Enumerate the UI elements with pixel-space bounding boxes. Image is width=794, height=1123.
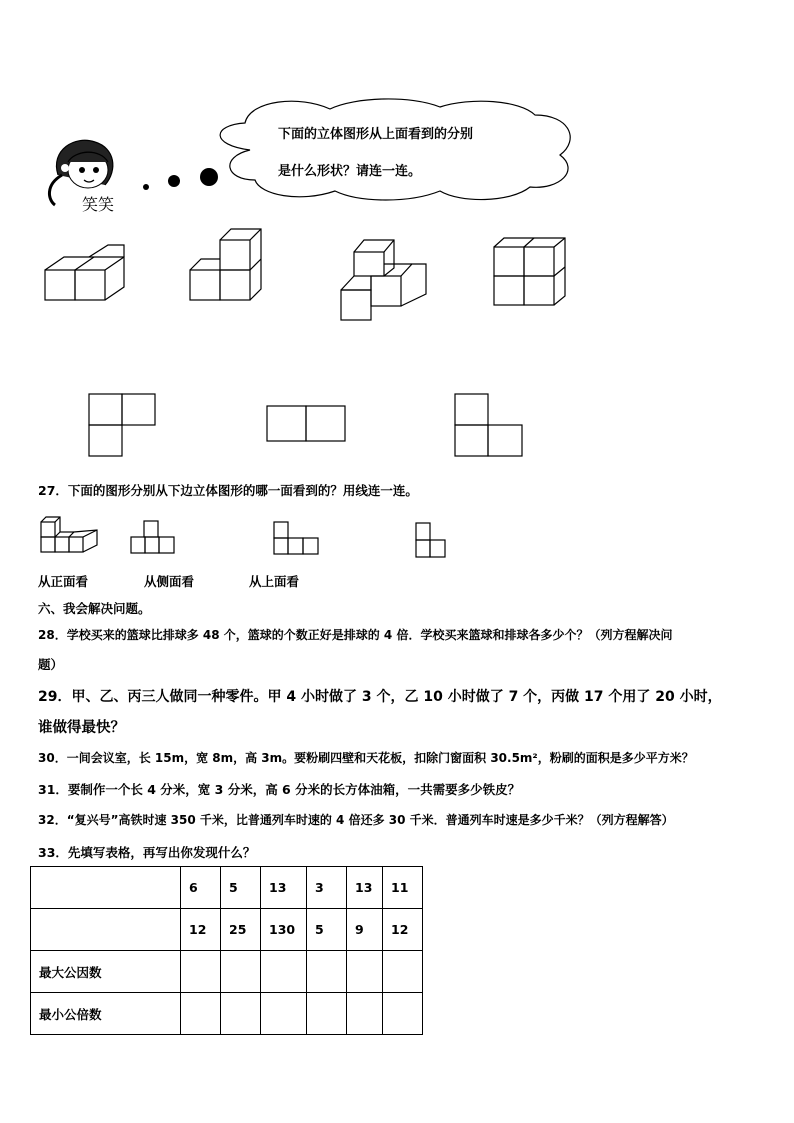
answer-cell[interactable] — [261, 951, 307, 993]
question-30: 30．一间会议室，长 15m，宽 8m，高 3m。要粉刷四壁和天花板，扣除门窗面积 30.5m²，粉刷的面积是多少平方米？ — [38, 751, 694, 765]
solid-figure-4 — [493, 237, 568, 307]
table-cell: 最小公倍数 — [31, 993, 181, 1035]
table-cell: 6 — [181, 867, 221, 909]
table-cell: 5 — [221, 867, 261, 909]
table-cell: 5 — [307, 909, 347, 951]
top-view-shape-3 — [454, 393, 526, 457]
view-label-top: 从上面看 — [249, 574, 300, 589]
answer-cell[interactable] — [383, 993, 423, 1035]
table-cell: 13 — [261, 867, 307, 909]
table-row — [31, 993, 423, 1035]
table-cell: 130 — [261, 909, 307, 951]
view-label-front: 从正面看 — [38, 574, 89, 589]
table-cell: 13 — [347, 867, 383, 909]
solid-figure-3 — [340, 238, 430, 323]
q27-view-3 — [415, 522, 449, 560]
table-row — [31, 951, 423, 993]
view-label-side: 从侧面看 — [144, 574, 195, 589]
table-cell — [31, 867, 181, 909]
table-cell: 3 — [307, 867, 347, 909]
answer-cell[interactable] — [307, 993, 347, 1035]
q27-view-1 — [130, 520, 180, 556]
answer-cell[interactable] — [383, 951, 423, 993]
table-cell: 25 — [221, 909, 261, 951]
table-cell: 12 — [383, 909, 423, 951]
girl-caption: 笑笑 — [82, 195, 115, 214]
table-row — [31, 909, 423, 951]
answer-cell[interactable] — [347, 993, 383, 1035]
table-cell: 11 — [383, 867, 423, 909]
answer-cell[interactable] — [221, 993, 261, 1035]
gcd-lcm-table — [30, 866, 423, 1035]
thought-cloud — [140, 95, 585, 205]
question-31: 31．要制作一个长 4 分米，宽 3 分米，高 6 分米的长方体油箱，一共需要多少铁皮？ — [38, 782, 521, 797]
q27-solid-figure — [40, 515, 100, 555]
top-view-shape-2 — [266, 405, 348, 443]
question-33: 33．先填写表格，再写出你发现什么？ — [38, 845, 256, 860]
question-28-line-1: 28．学校买来的篮球比排球多 48 个，篮球的个数正好是排球的 4 倍．学校买来篮球和排球各多少个？（列方程解决问 — [38, 628, 673, 642]
cloud-line-2: 是什么形状？请连一连。 — [278, 164, 422, 179]
table-cell: 12 — [181, 909, 221, 951]
question-32: 32．“复兴号”高铁时速 350 千米，比普通列车时速的 4 倍还多 30 千米．普通列车时速是多少千米？（列方程解答） — [38, 813, 674, 827]
q27-view-2 — [273, 521, 323, 557]
answer-cell[interactable] — [347, 951, 383, 993]
answer-cell[interactable] — [221, 951, 261, 993]
question-28-line-2: 题） — [38, 657, 64, 672]
answer-cell[interactable] — [307, 951, 347, 993]
answer-cell[interactable] — [181, 951, 221, 993]
table-cell: 9 — [347, 909, 383, 951]
solid-figure-1 — [44, 245, 124, 305]
solid-figure-2 — [189, 227, 264, 302]
answer-cell[interactable] — [261, 993, 307, 1035]
question-29-line-2: 谁做得最快？ — [38, 720, 125, 736]
question-29-line-1: 29．甲、乙、丙三人做同一种零件。甲 4 小时做了 3 个，乙 10 小时做了 7 个，丙做 17 个用了 20 小时， — [38, 689, 722, 705]
table-cell: 最大公因数 — [31, 951, 181, 993]
table-row — [31, 867, 423, 909]
table-cell — [31, 909, 181, 951]
top-view-shape-1 — [88, 393, 158, 457]
answer-cell[interactable] — [181, 993, 221, 1035]
question-27: 27．下面的图形分别从下边立体图形的哪一面看到的？用线连一连。 — [38, 483, 418, 498]
cloud-line-1: 下面的立体图形从上面看到的分别 — [278, 127, 474, 142]
section-6-heading: 六、我会解决问题。 — [38, 601, 151, 616]
